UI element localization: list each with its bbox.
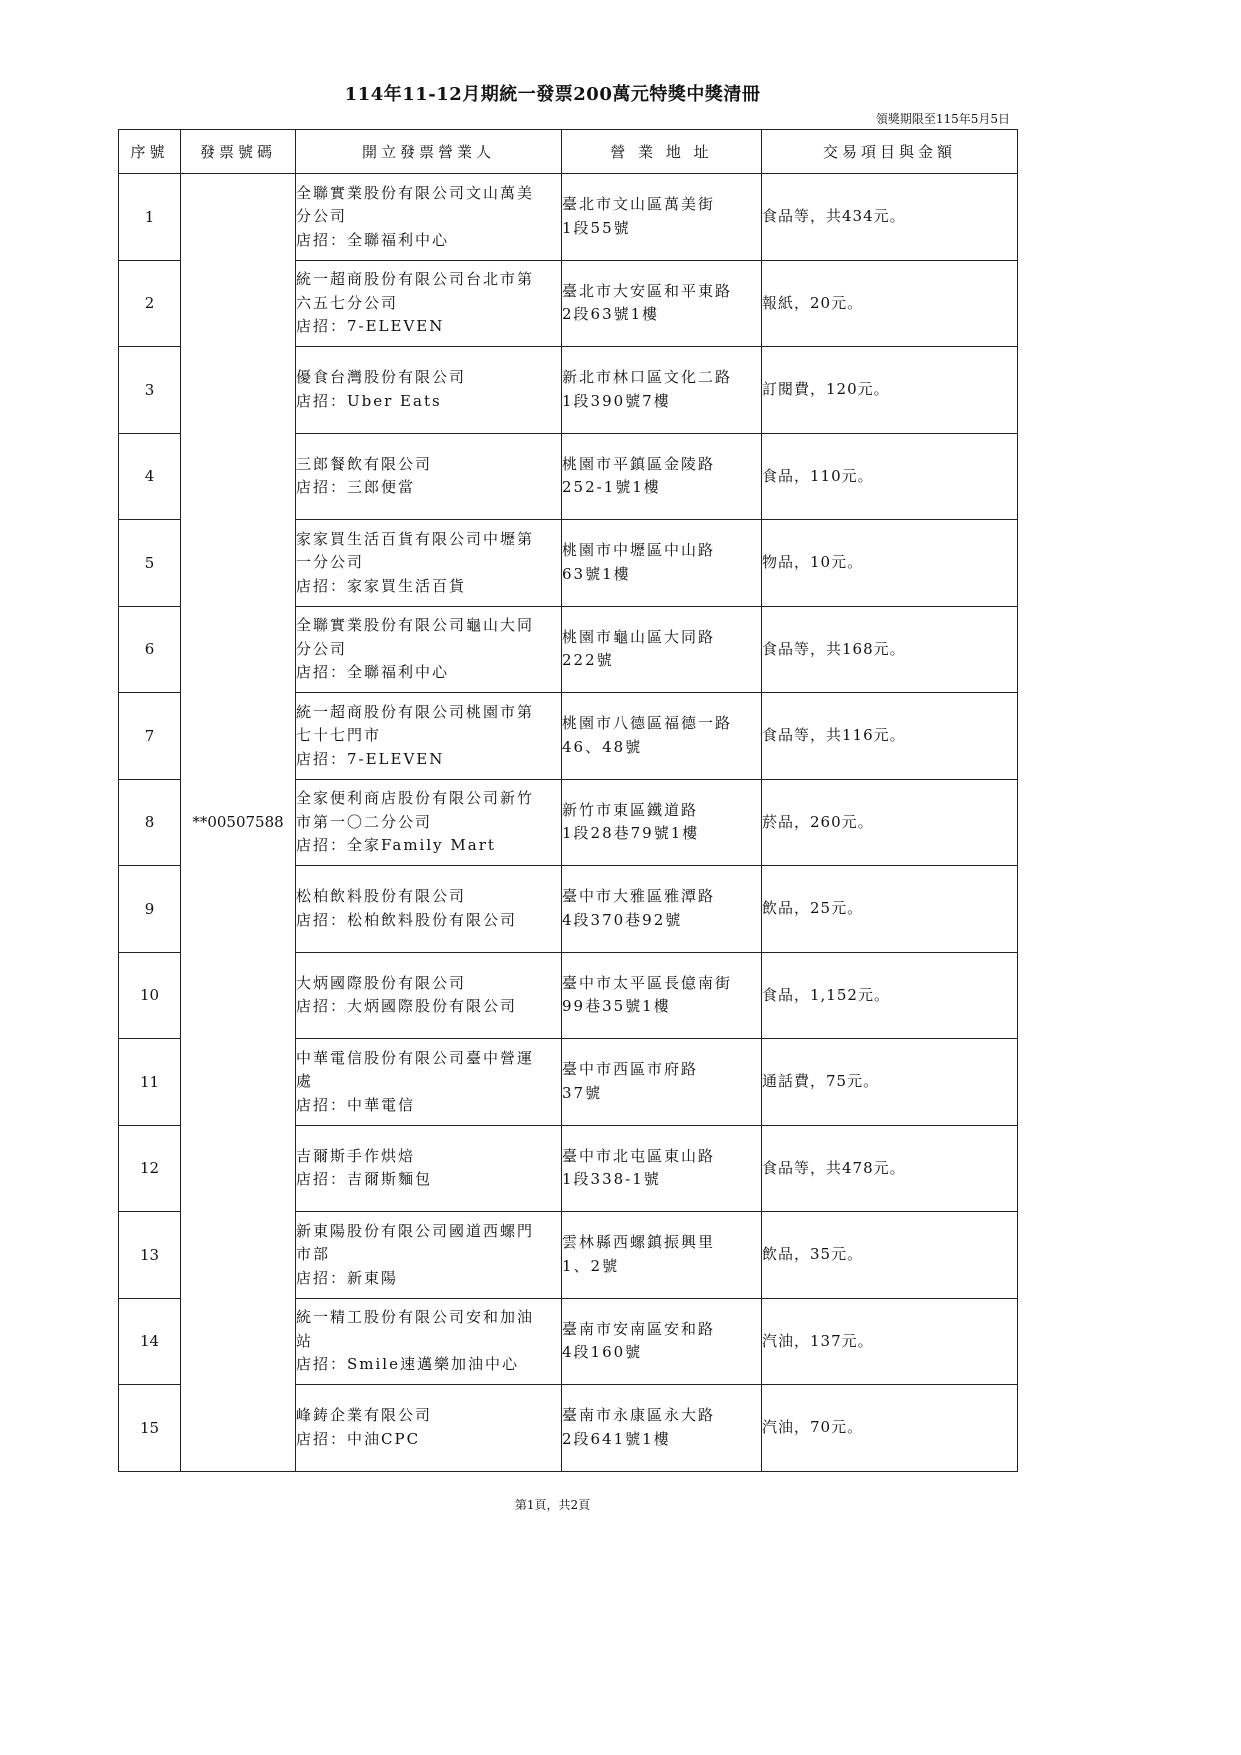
address-line: 99巷35號1樓	[562, 997, 671, 1016]
row-seq: 12	[119, 1125, 181, 1212]
address-line: 1、2號	[562, 1256, 620, 1275]
merchant-line: 店招：大炳國際股份有限公司	[296, 997, 518, 1016]
row-address	[562, 1298, 762, 1385]
header-invoice-number: 發票號碼	[181, 130, 296, 174]
row-merchant	[296, 260, 562, 347]
row-item-amount: 食品，110元。	[762, 433, 1018, 520]
row-address	[562, 866, 762, 953]
address-line: 桃園市中壢區中山路	[562, 541, 716, 560]
row-seq: 15	[119, 1385, 181, 1472]
row-seq: 11	[119, 1039, 181, 1126]
address-line: 臺北市文山區萬美街	[562, 195, 716, 214]
merchant-line: 站	[296, 1331, 314, 1350]
row-address	[562, 693, 762, 780]
address-line: 桃園市龜山區大同路	[562, 627, 716, 646]
merchant-line: 吉爾斯手作烘焙	[296, 1146, 416, 1165]
row-seq: 5	[119, 520, 181, 607]
row-item-amount: 汽油，137元。	[762, 1298, 1018, 1385]
row-item-amount: 飲品，25元。	[762, 866, 1018, 953]
row-item-amount: 報紙，20元。	[762, 260, 1018, 347]
address-line: 臺北市大安區和平東路	[562, 281, 733, 300]
merchant-line: 家家買生活百貨有限公司中壢第	[296, 529, 535, 548]
merchant-line: 統一超商股份有限公司台北市第	[296, 270, 535, 288]
page-footer: 第1頁，共2頁	[514, 1498, 591, 1512]
row-seq: 4	[119, 433, 181, 520]
row-merchant	[296, 1125, 562, 1212]
row-address	[562, 260, 762, 347]
address-line: 37號	[562, 1083, 603, 1102]
merchant-line: 一分公司	[296, 553, 365, 571]
merchant-line: 店招：全聯福利中心	[296, 230, 450, 249]
address-line: 1段338-1號	[562, 1170, 661, 1189]
address-line: 1段28巷79號1樓	[562, 824, 700, 843]
merchant-line: 店招：Smile速邁樂加油中心	[296, 1355, 519, 1373]
row-seq: 1	[119, 174, 181, 261]
address-line: 臺中市大雅區雅潭路	[562, 887, 716, 906]
address-line: 1段390號7樓	[562, 391, 671, 410]
header-seq: 序號	[119, 130, 181, 174]
row-seq: 6	[119, 606, 181, 693]
merchant-line: 新東陽股份有限公司國道西螺門	[296, 1221, 535, 1240]
merchant-line: 全聯實業股份有限公司龜山大同	[296, 616, 535, 634]
address-line: 1段55號	[562, 218, 631, 237]
claim-deadline: 領獎期限至115年5月5日	[875, 112, 1010, 126]
merchant-line: 優食台灣股份有限公司	[296, 368, 467, 387]
address-line: 252-1號1樓	[562, 478, 661, 497]
row-address	[562, 1039, 762, 1126]
address-line: 臺中市西區市府路	[562, 1060, 699, 1079]
address-line: 臺南市安南區安和路	[562, 1319, 716, 1338]
row-merchant	[296, 433, 562, 520]
merchant-line: 店招：三郎便當	[296, 478, 416, 497]
row-merchant	[296, 1385, 562, 1472]
merchant-line: 店招：Uber Eats	[296, 391, 442, 410]
merchant-line: 統一超商股份有限公司桃園市第	[296, 702, 535, 721]
row-seq: 8	[119, 779, 181, 866]
merchant-line: 大炳國際股份有限公司	[296, 973, 467, 992]
address-line: 222號	[562, 651, 614, 670]
address-line: 4段370巷92號	[562, 910, 683, 929]
row-merchant	[296, 693, 562, 780]
row-address	[562, 520, 762, 607]
merchant-line: 市部	[296, 1245, 331, 1263]
row-item-amount: 食品等，共478元。	[762, 1125, 1018, 1212]
address-line: 46、48號	[562, 737, 643, 756]
merchant-line: 處	[296, 1072, 314, 1090]
row-item-amount: 食品等，共116元。	[762, 693, 1018, 780]
table-body	[119, 174, 1018, 1472]
row-address	[562, 779, 762, 866]
header-address: 營 業 地 址	[562, 130, 762, 174]
row-item-amount: 食品等，共168元。	[762, 606, 1018, 693]
row-merchant	[296, 606, 562, 693]
row-address	[562, 952, 762, 1039]
row-item-amount: 菸品，260元。	[762, 779, 1018, 866]
row-seq: 10	[119, 952, 181, 1039]
row-seq: 13	[119, 1212, 181, 1299]
merchant-line: 店招：中華電信	[296, 1095, 416, 1114]
row-merchant	[296, 347, 562, 434]
merchant-line: 三郎餐飲有限公司	[296, 454, 433, 473]
row-seq: 14	[119, 1298, 181, 1385]
row-merchant	[296, 520, 562, 607]
address-line: 雲林縣西螺鎮振興里	[562, 1233, 716, 1252]
invoice-number: **00507588	[181, 174, 296, 1472]
merchant-line: 店招：全聯福利中心	[296, 663, 450, 681]
address-line: 2段63號1樓	[562, 305, 660, 324]
address-line: 63號1樓	[562, 564, 631, 583]
merchant-line: 分公司	[296, 639, 348, 658]
merchant-line: 中華電信股份有限公司臺中營運	[296, 1048, 535, 1067]
row-merchant	[296, 174, 562, 261]
row-item-amount: 食品，1,152元。	[762, 952, 1018, 1039]
merchant-line: 峰鋳企業有限公司	[296, 1406, 433, 1425]
address-line: 新北市林口區文化二路	[562, 368, 733, 387]
row-seq: 3	[119, 347, 181, 434]
row-address	[562, 1212, 762, 1299]
merchant-line: 店招：中油CPC	[296, 1429, 421, 1448]
address-line: 臺中市太平區長億南街	[562, 973, 733, 992]
row-address	[562, 1385, 762, 1472]
address-line: 2段641號1樓	[562, 1429, 671, 1448]
merchant-line: 店招：吉爾斯麵包	[296, 1170, 433, 1189]
row-address	[562, 606, 762, 693]
row-address	[562, 174, 762, 261]
row-address	[562, 1125, 762, 1212]
row-merchant	[296, 1298, 562, 1385]
row-merchant	[296, 1039, 562, 1126]
merchant-line: 店招：7-ELEVEN	[296, 749, 445, 768]
merchant-line: 統一精工股份有限公司安和加油	[296, 1308, 535, 1326]
row-item-amount: 飲品，35元。	[762, 1212, 1018, 1299]
header-merchant: 開立發票營業人	[296, 130, 562, 174]
merchant-line: 店招：新東陽	[296, 1268, 399, 1287]
row-merchant	[296, 952, 562, 1039]
merchant-line: 分公司	[296, 207, 348, 225]
table-row	[119, 174, 1018, 261]
merchant-line: 店招：全家Family Mart	[296, 836, 496, 854]
merchant-line: 六五七分公司	[296, 293, 399, 312]
row-address	[562, 347, 762, 434]
merchant-line: 店招：家家買生活百貨	[296, 576, 467, 595]
row-seq: 7	[119, 693, 181, 780]
address-line: 臺南市永康區永大路	[562, 1406, 716, 1425]
merchant-line: 店招：松柏飲料股份有限公司	[296, 910, 518, 929]
address-line: 4段160號	[562, 1343, 643, 1362]
merchant-line: 市第一〇二分公司	[296, 812, 433, 831]
document-title: 114年11-12月期統一發票200萬元特獎中獎清冊	[344, 84, 761, 105]
row-address	[562, 433, 762, 520]
address-line: 臺中市北屯區東山路	[562, 1146, 716, 1165]
address-line: 新竹市東區鐵道路	[562, 800, 699, 819]
row-item-amount: 訂閱費，120元。	[762, 347, 1018, 434]
row-seq: 2	[119, 260, 181, 347]
merchant-line: 全聯實業股份有限公司文山萬美	[296, 183, 535, 202]
merchant-line: 店招：7-ELEVEN	[296, 317, 445, 335]
header-item-amount: 交易項目與金額	[762, 130, 1018, 174]
table-header-row	[119, 130, 1018, 174]
row-item-amount: 汽油，70元。	[762, 1385, 1018, 1472]
winners-table	[118, 129, 1018, 1472]
row-merchant	[296, 779, 562, 866]
address-line: 桃園市八德區福德一路	[562, 714, 733, 733]
row-item-amount: 物品，10元。	[762, 520, 1018, 607]
row-seq: 9	[119, 866, 181, 953]
merchant-line: 全家便利商店股份有限公司新竹	[296, 789, 535, 807]
row-item-amount: 通話費，75元。	[762, 1039, 1018, 1126]
row-item-amount: 食品等，共434元。	[762, 174, 1018, 261]
row-merchant	[296, 1212, 562, 1299]
merchant-line: 七十七門市	[296, 726, 382, 744]
row-merchant	[296, 866, 562, 953]
merchant-line: 松柏飲料股份有限公司	[296, 887, 467, 906]
address-line: 桃園市平鎮區金陵路	[562, 454, 716, 473]
